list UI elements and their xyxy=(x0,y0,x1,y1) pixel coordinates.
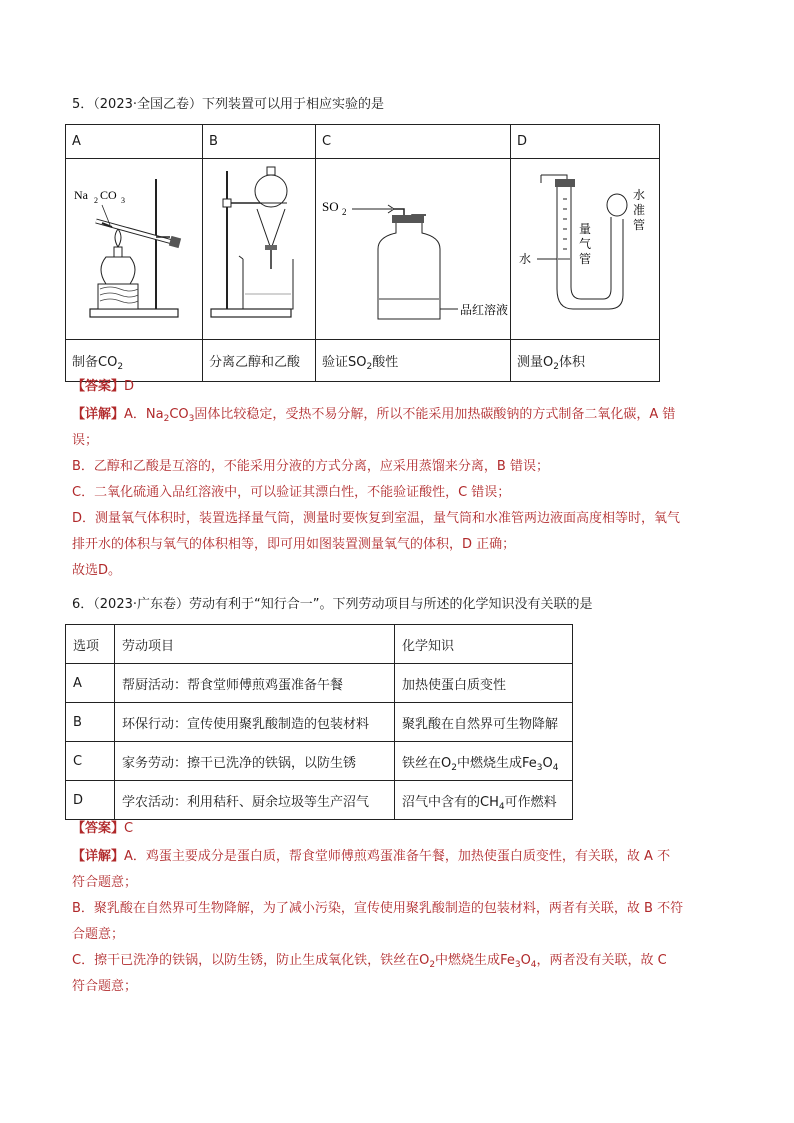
q5-option-a: 制备$CO_2$ xyxy=(66,340,203,382)
separatory-funnel-icon xyxy=(203,159,315,335)
label-water: 水 xyxy=(519,252,532,266)
q6-detail-5: C．擦干已洗净的铁锅，以防生锈，防止生成氧化铁，铁丝在$O_2$中燃烧生成$Fe_3O_4$，两者没有关联，故 C xyxy=(72,953,667,970)
q5-col-d: D xyxy=(511,125,660,159)
q6-number: 6． xyxy=(72,597,94,612)
label-co: CO xyxy=(100,188,117,202)
label-co-sub: 3 xyxy=(121,196,125,205)
apparatus-b xyxy=(203,159,316,340)
q6-header-task: 劳动项目 xyxy=(115,625,395,664)
q5-table xyxy=(65,124,660,382)
q5-col-c: C xyxy=(316,125,511,159)
label-so2: SO xyxy=(322,199,339,214)
q6-detail-1: 【详解】A．鸡蛋主要成分是蛋白质，帮食堂师傅煎鸡蛋准备午餐，加热使蛋白质变性，有关联，故 A 不 xyxy=(72,849,671,864)
heating-apparatus-icon xyxy=(66,159,202,335)
table-row: A 帮厨活动：帮食堂师傅煎鸡蛋准备午餐 加热使蛋白质变性 xyxy=(66,664,573,703)
q5-detail-2: 误； xyxy=(72,433,99,448)
label-so2-sub: 2 xyxy=(342,207,347,217)
q6-answer: 【答案】C xyxy=(72,821,134,836)
q5-detail-3: B．乙醇和乙酸是互溶的，不能采用分液的方式分离，应采用蒸馏来分离，B 错误； xyxy=(72,459,549,474)
q5-option-b: 分离乙醇和乙酸 xyxy=(203,340,316,382)
table-row: B 环保行动：宣传使用聚乳酸制造的包装材料 聚乳酸在自然界可生物降解 xyxy=(66,703,573,742)
gas-bottle-icon xyxy=(316,159,510,335)
q6-detail-4: 合题意； xyxy=(72,927,125,942)
label-na-sub: 2 xyxy=(94,196,98,205)
q6-stem-text: 劳动有利于“知行合一”。下列劳动项目与所述的化学知识没有关联的是 xyxy=(189,597,593,612)
q5-option-d: 测量$O_2$体积 xyxy=(511,340,660,382)
q6-detail-6: 符合题意； xyxy=(72,979,138,994)
q6-header-option: 选项 xyxy=(66,625,115,664)
q5-answer: 【答案】D xyxy=(72,379,135,394)
q5-detail-1: 【详解】A．$Na_2CO_3$固体比较稳定，受热不易分解，所以不能采用加热碳酸钠的方式制备二氧化碳，A 错 xyxy=(72,407,676,424)
q5-col-b: B xyxy=(203,125,316,159)
apparatus-d xyxy=(511,159,660,340)
label-leveling-1: 水 xyxy=(633,188,646,202)
label-leveling-2: 准 xyxy=(633,203,646,217)
q6-header-knowledge: 化学知识 xyxy=(395,625,573,664)
q6-table xyxy=(65,624,573,820)
q5-source: （2023·全国乙卷） xyxy=(93,97,202,112)
q5-detail-4: C．二氧化硫通入品红溶液中，可以验证其漂白性，不能验证酸性，C 错误； xyxy=(72,485,511,500)
q6-detail-3: B．聚乳酸在自然界可生物降解，为了减小污染，宣传使用聚乳酸制造的包装材料，两者有关联，故 B 不符 xyxy=(72,901,684,916)
q6-source: （2023·广东卷） xyxy=(93,597,189,612)
label-tube-1: 量 xyxy=(579,222,592,236)
label-tube-3: 管 xyxy=(579,252,592,266)
q6-explanation xyxy=(72,844,727,1000)
gas-burette-icon xyxy=(511,159,659,335)
label-na: Na xyxy=(74,188,88,202)
table-row: D 学农活动：利用秸秆、厨余垃圾等生产沼气 沼气中含有的$CH_4$可作燃料 xyxy=(66,781,573,820)
q5-explanation xyxy=(72,402,727,584)
label-leveling-3: 管 xyxy=(633,218,646,232)
q5-detail-7: 故选D。 xyxy=(72,563,122,578)
q5-col-a: A xyxy=(66,125,203,159)
apparatus-a xyxy=(66,159,203,340)
label-tube-2: 气 xyxy=(579,237,592,251)
label-reagent: 品红溶液 xyxy=(460,303,509,317)
q5-option-c: 验证$SO_2$酸性 xyxy=(316,340,511,382)
q5-detail-5: D．测量氧气体积时，装置选择量气筒，测量时要恢复到室温，量气筒和水准管两边液面高度相等时，氧气 xyxy=(72,511,681,526)
q6-stem xyxy=(72,596,592,614)
apparatus-c xyxy=(316,159,511,340)
table-row: C 家务劳动：擦干已洗净的铁锅，以防生锈 铁丝在$O_2$中燃烧生成$Fe_3O_4$ xyxy=(66,742,573,781)
q5-stem-text: 下列装置可以用于相应实验的是 xyxy=(202,97,385,112)
q5-number: 5． xyxy=(72,97,94,112)
q5-detail-6: 排开水的体积与氧气的体积相等，即可用如图装置测量氧气的体积，D 正确； xyxy=(72,537,516,552)
q6-detail-2: 符合题意； xyxy=(72,875,138,890)
q5-stem xyxy=(72,96,384,114)
